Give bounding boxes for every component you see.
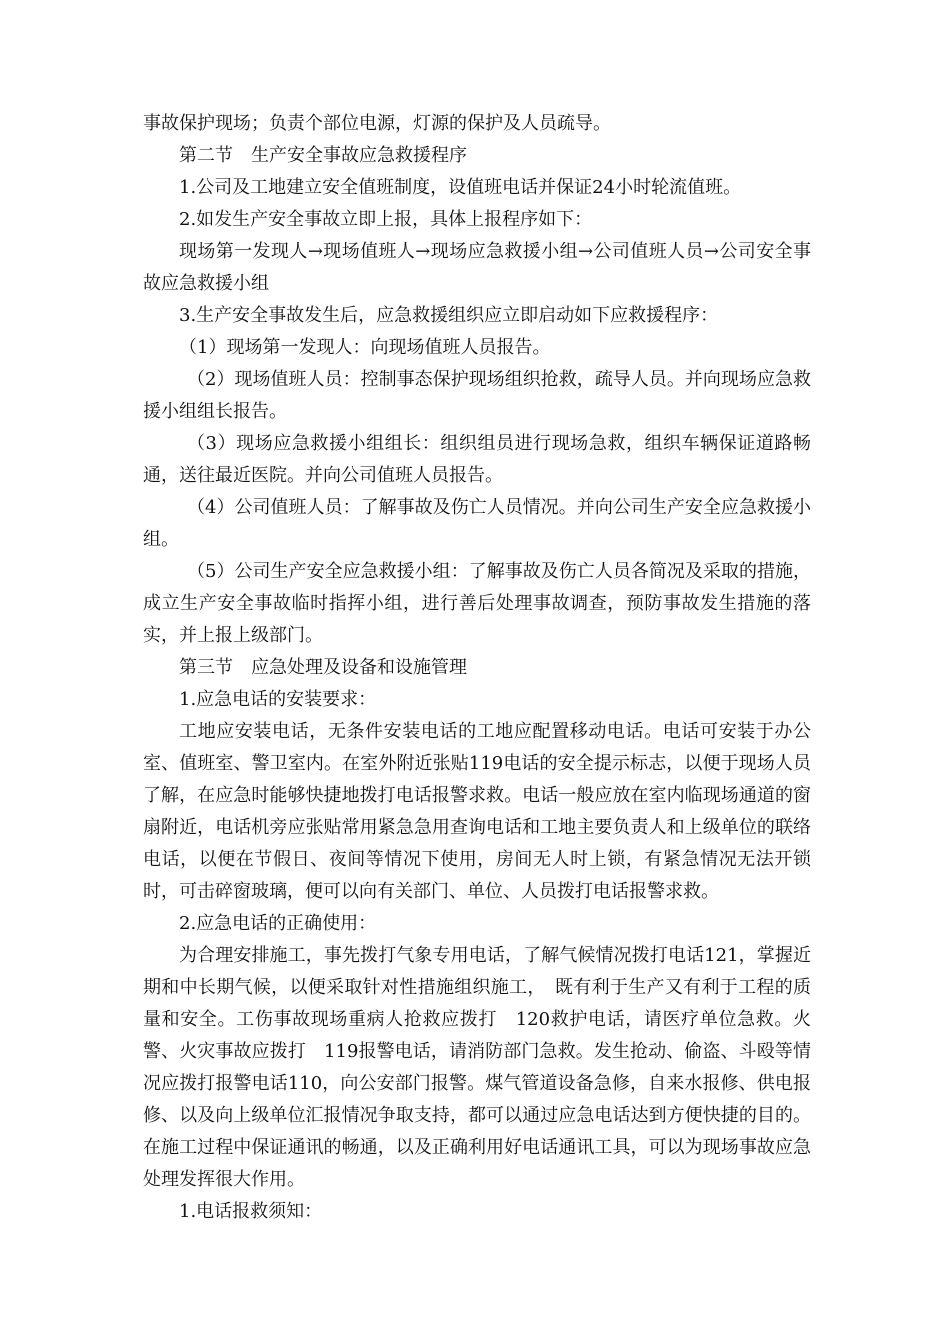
paragraph-rescue-procedure: 3.生产安全事故发生后，应急救援组织应立即启动如下应救援程序： bbox=[179, 305, 719, 326]
paragraph-phone-notice-title: 1.电话报救须知： bbox=[179, 1201, 323, 1222]
paragraph-intro: 事故保护现场；负责个部位电源，灯源的保护及人员疏导。 bbox=[143, 113, 611, 134]
paragraph-phone-install-title: 1.应急电话的安装要求： bbox=[179, 689, 377, 710]
list-item-step-1: （1）现场第一发现人：向现场值班人员报告。 bbox=[179, 337, 551, 358]
paragraph-phone-use-title: 2.应急电话的正确使用： bbox=[179, 913, 377, 934]
list-item-step-5: （5）公司生产安全应急救援小组：了解事故及伤亡人员各简况及采取的措施，成立生产安全事故临时指挥小组，进行善后处理事故调查，预防事故发生措施的落实，并上报上级部门。 bbox=[143, 561, 811, 646]
section-heading-3: 第三节 应急处理及设备和设施管理 bbox=[179, 657, 467, 678]
list-item-step-4: （4）公司值班人员：了解事故及伤亡人员情况。并向公司生产安全应急救援小组。 bbox=[143, 497, 811, 550]
document-body bbox=[143, 108, 811, 1228]
paragraph-phone-install-body: 工地应安装电话，无条件安装电话的工地应配置移动电话。电话可安装于办公室、值班室、警卫室内。在室外附近张贴119电话的安全提示标志，以便于现场人员了解，在应急时能够快捷地拨打电话报警求救。电话一般应放在室内临现场通道的窗扇附近，电话机旁应张贴常用紧急急用查询电话和工地主要负责人和上级单位的联络电话，以便在节假日、夜间等情况下使用，房间无人时上锁，有紧急情况无法开锁时，可击碎窗玻璃，便可以向有关部门、单位、人员拨打电话报警求救。 bbox=[143, 721, 811, 902]
paragraph-report-chain: 现场第一发现人→现场值班人→现场应急救援小组→公司值班人员→公司安全事故应急救援小组 bbox=[143, 241, 811, 294]
paragraph-report-intro: 2.如发生产安全事故立即上报，具体上报程序如下： bbox=[179, 209, 593, 230]
list-item-step-2: （2）现场值班人员：控制事态保护现场组织抢救，疏导人员。并向现场应急救援小组组长报告。 bbox=[143, 369, 811, 422]
section-heading-2: 第二节 生产安全事故应急救援程序 bbox=[179, 145, 467, 166]
paragraph-duty-system: 1.公司及工地建立安全值班制度，设值班电话并保证24小时轮流值班。 bbox=[179, 177, 742, 198]
list-item-step-3: （3）现场应急救援小组组长：组织组员进行现场急救，组织车辆保证道路畅通，送往最近医院。并向公司值班人员报告。 bbox=[143, 433, 811, 486]
paragraph-phone-use-body: 为合理安排施工，事先拨打气象专用电话，了解气候情况拨打电话121，掌握近期和中长期气候，以便采取针对性措施组织施工， 既有利于生产又有利于工程的质量和安全。工伤事故现场重病人抢救应拨打 120救护电话，请医疗单位急救。火警、火灾事故应拨打 119报警电话，请消防部门急救。发生抢动、偷盗、斗殴等情况应拨打报警电话110，向公安部门报警。煤气管道设备急修，自来水报修、供电报修、以及向上级单位汇报情况争取支持，都可以通过应急电话达到方便快捷的目的。在施工过程中保证通讯的畅通，以及正确利用好电话通讯工具，可以为现场事故应急处理发挥很大作用。 bbox=[143, 945, 811, 1190]
